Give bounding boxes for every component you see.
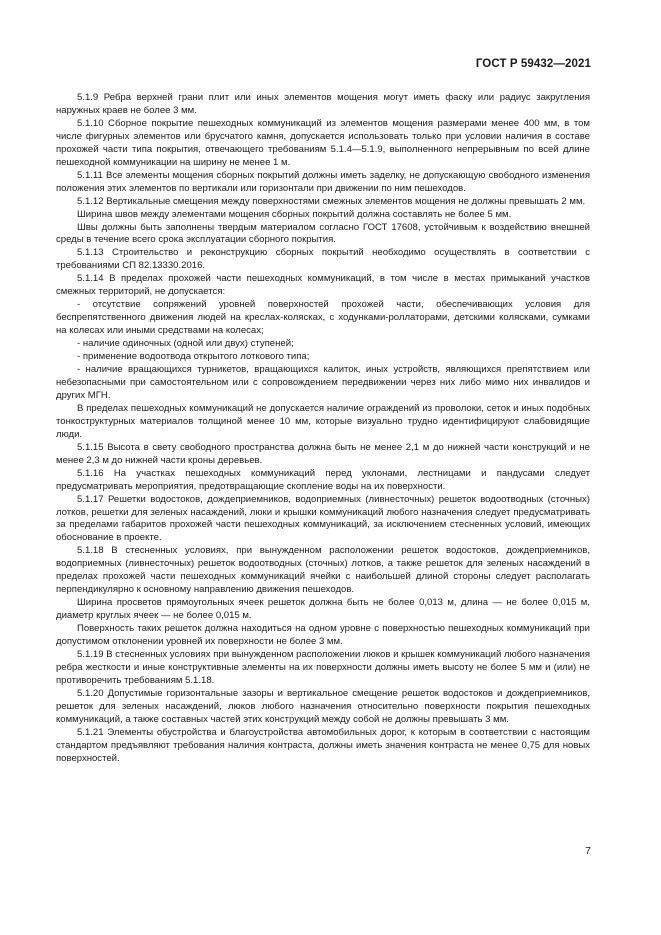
paragraph-fences: В пределах пешеходных коммуникаций не допускается наличие ограждений из проволоки, сеток и иных подобных тонкоструктурных материалов толщиной менее 10 мм, которые визуально трудно идентифицируют слабовидящие люди. [56,402,590,440]
list-item: - применение водоотвода открытого лоткового типа; [77,351,310,363]
list-item: - отсутствие сопряжений уровней поверхностей прохожей части, обеспечивающих условия для беспрепятственного движения людей на креслах-колясках, с ходунками-роллаторами, детскими колясками, сумками на колесах или иными средствами на колесах; [56,299,590,337]
paragraph-joint-width: Ширина швов между элементами мощения сборных покрытий должна составлять не более 5 мм. [77,208,512,220]
paragraph-5-1-20: 5.1.20 Допустимые горизонтальные зазоры и вертикальное смещение решеток водостоков и дождеприемников, решеток для зеленых насаждений, люков любого назначения относительно поверхности покрытия пешеходных коммуникаций, а также составных частей этих конструкций между собой не должны превышать 3 мм. [56,687,590,725]
paragraph-grate-surface: Поверхность таких решеток должна находиться на одном уровне с поверхностью пешеходных коммуникаций при допустимом отклонении уровней их поверхности не более 3 мм. [56,623,590,648]
paragraph-5-1-14: 5.1.14 В пределах прохожей части пешеходных коммуникаций, в том числе в местах примыканий участков смежных территорий, не допускается: [56,273,590,298]
paragraph-5-1-19: 5.1.19 В стесненных условиях при вынужденном расположении люков и крышек коммуникаций любого назначения ребра жесткости и иные конструктивные элементы на их поверхности должны иметь высоту не более 5 мм и (или) не противоречить требованиям 5.1.18. [56,648,590,686]
standard-header: ГОСТ Р 59432—2021 [475,58,591,70]
paragraph-joint-filling: Швы должны быть заполнены твердым материалом согласно ГОСТ 17608, устойчивым к воздействию внешней среды в течение всего срока эксплуатации сборного покрытия. [56,221,590,246]
list-item: - наличие вращающихся турникетов, вращающихся калиток, иных устройств, являющихся препятствием или небезопасными при самостоятельном или с сопровождением передвижении через них либо мимо них инвалидов и других МГН. [56,364,590,401]
paragraph-5-1-21: 5.1.21 Элементы обустройства и благоустройства автомобильных дорог, к которым в соответствии с настоящим стандартом предъявляют требования наличия контраста, должны иметь значения контраста не менее 0,75 для новых поверхностей. [56,726,590,764]
paragraph-5-1-11: 5.1.11 Все элементы мощения сборных покрытий должны иметь заделку, не допускающую свободного изменения положения этих элементов по вертикали или горизонтали при движении по ним пешеходов. [56,169,590,194]
body-text [56,92,590,766]
list-item: - наличие одиночных (одной или двух) ступеней; [77,338,294,350]
paragraph-5-1-17: 5.1.17 Решетки водостоков, дождеприемников, водоприемных (ливнесточных) решеток водоотводных (сточных) лотков, решетки для зеленых насаждений, люки и крышки коммуникаций любого назначения следует предусматривать за пределами габаритов прохожей части пешеходных коммуникаций, за исключением стесненных условий, имеющих обоснование в проекте. [56,493,590,544]
paragraph-5-1-9: 5.1.9 Ребра верхней грани плит или иных элементов мощения могут иметь фаску или радиус закругления наружных краев не более 3 мм. [56,92,590,116]
page-number: 7 [585,845,591,857]
paragraph-grate-cell-size: Ширина просветов прямоугольных ячеек решеток должна быть не более 0,013 м, длина — не более 0,015 м, диаметр круглых ячеек — не более 0,015 м. [56,597,590,622]
paragraph-5-1-16: 5.1.16 На участках пешеходных коммуникаций перед уклонами, лестницами и пандусами следует предусматривать мероприятия, предотвращающие скопление воды на их поверхности. [56,467,590,492]
paragraph-5-1-10: 5.1.10 Сборное покрытие пешеходных коммуникаций из элементов мощения размерами менее 400 мм, в том числе фигурных элементов или брусчатого камня, допускается использовать только при условии наличия в составе прохожей части типа покрытия, отвечающего требованиям 5.1.4—5.1.9, выполненного непрерывным по всей длине пешеходной коммуникации на ширину не менее 1 м. [56,117,590,168]
paragraph-5-1-15: 5.1.15 Высота в свету свободного пространства должна быть не менее 2,1 м до нижней части конструкций и не менее 2,3 м до нижней части кроны деревьев. [56,441,590,466]
paragraph-5-1-13: 5.1.13 Строительство и реконструкцию сборных покрытий необходимо осуществлять в соответствии с требованиями СП 82.13330.2016. [56,247,590,272]
paragraph-5-1-18: 5.1.18 В стесненных условиях, при вынужденном расположении решеток водостоков, дождеприемников, водоприемных (ливнесточных) решеток водоотводных (сточных) лотков, а также решеток для зеленых насаждений в пределах прохожей части пешеходных коммуникаций ячейки с наибольшей длиной стороны следует располагать перпендикулярно к основному направлению движения пешеходов. [56,545,590,596]
paragraph-5-1-12: 5.1.12 Вертикальные смещения между поверхностями смежных элементов мощения не должны превышать 2 мм. [77,195,586,207]
